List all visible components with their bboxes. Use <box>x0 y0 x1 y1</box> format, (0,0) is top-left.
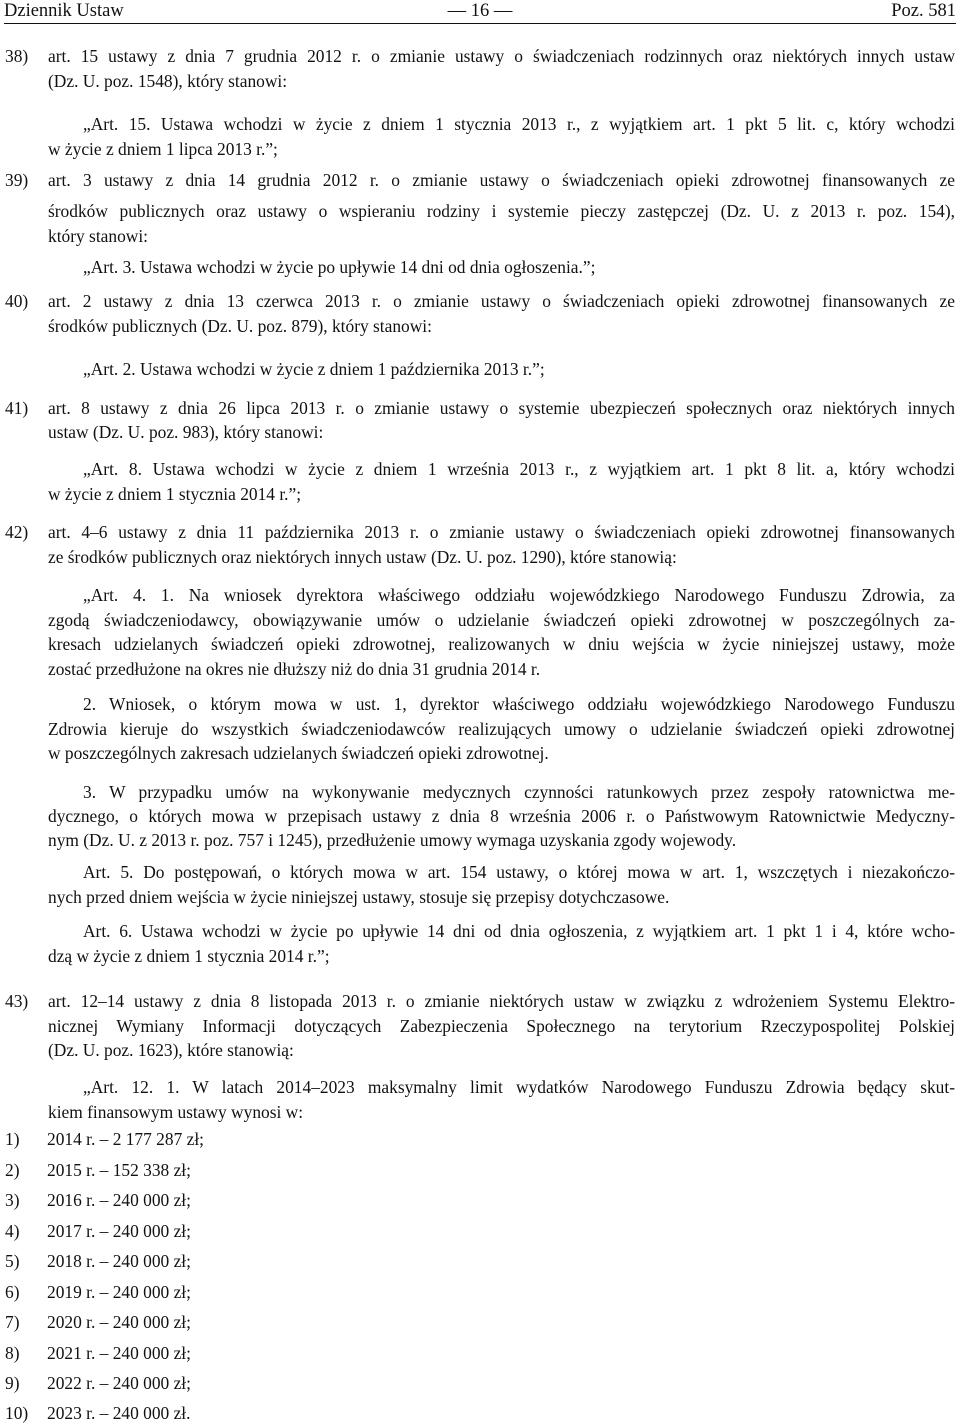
item-text: art. 12–14 ustawy z dnia 8 listopada 2013 r. o zmianie niektórych ustaw w związku z wdrożeniem Systemu Elektro- <box>48 991 955 1011</box>
item-text-line <box>48 989 955 1013</box>
quoted-provision-line <box>48 255 955 279</box>
limit-number: 9) <box>5 1373 20 1393</box>
quoted-provision-text: Zdrowia kieruje do wszystkich świadczeniodawców realizujących umowy o udzielanie świadczeń opieki zdrowotnej <box>48 719 955 739</box>
page-header <box>4 0 956 24</box>
limit-amount: 2019 r. – 240 000 zł; <box>47 1282 191 1302</box>
quoted-provision-line <box>48 885 955 909</box>
quoted-provision-text: w życie z dniem 1 lipca 2013 r.”; <box>48 139 278 159</box>
quoted-provision-line <box>48 944 955 968</box>
item-text-line <box>48 545 955 569</box>
limit-amount: 2021 r. – 240 000 zł; <box>47 1343 191 1363</box>
quoted-provision-line <box>48 137 955 161</box>
quoted-provision-text: Art. 6. Ustawa wchodzi w życie po upływie 14 dni od dnia ogłoszenia, z wyjątkiem art. 1 pkt 1 i 4, które wcho- <box>83 921 955 941</box>
item-number: 39) <box>5 170 29 190</box>
quoted-provision-text: w życie z dniem 1 stycznia 2014 r.”; <box>48 484 302 504</box>
quoted-provision-line <box>48 583 955 607</box>
journal-name: Dziennik Ustaw <box>4 1 124 21</box>
item-number: 42) <box>5 522 29 542</box>
quoted-provision-line <box>48 357 955 381</box>
quoted-provision-line <box>48 1100 955 1124</box>
limit-number: 10) <box>5 1403 29 1423</box>
item-text-line <box>48 168 955 192</box>
limit-amount: 2020 r. – 240 000 zł; <box>47 1312 191 1332</box>
item-text-line <box>48 520 955 544</box>
item-text: art. 2 ustawy z dnia 13 czerwca 2013 r. o zmianie ustawy o świadczeniach opieki zdrowotnej finansowanych ze <box>48 291 955 311</box>
item-text-line <box>48 44 955 68</box>
quoted-provision-line <box>48 457 955 481</box>
item-text: art. 4–6 ustawy z dnia 11 października 2013 r. o zmianie ustawy o świadczeniach opieki zdrowotnej finansowanych <box>48 522 955 542</box>
item-text-line <box>48 224 955 248</box>
quoted-provision-text: „Art. 15. Ustawa wchodzi w życie z dniem 1 stycznia 2013 r., z wyjątkiem art. 1 pkt 5 lit. c, który wchodzi <box>83 114 955 134</box>
quoted-provision-text: zgodą świadczeniodawcy, obowiązywanie umów o udzielanie świadczeń opieki zdrowotnej w poszczególnych za- <box>48 610 955 630</box>
limit-amount: 2018 r. – 240 000 zł; <box>47 1251 191 1271</box>
item-text: (Dz. U. poz. 1548), który stanowi: <box>48 71 288 91</box>
quoted-provision-line <box>48 919 955 943</box>
quoted-provision-text: „Art. 4. 1. Na wniosek dyrektora właściwego oddziału wojewódzkiego Narodowego Funduszu Zdrowia, za <box>83 585 955 605</box>
item-text: art. 15 ustawy z dnia 7 grudnia 2012 r. o zmianie ustawy o świadczeniach rodzinnych oraz niektórych innych ustaw <box>48 46 955 66</box>
quoted-provision-line <box>48 804 955 828</box>
item-number: 40) <box>5 291 29 311</box>
item-text-line <box>48 1014 955 1038</box>
limit-number: 2) <box>5 1160 20 1180</box>
item-text: art. 8 ustawy z dnia 26 lipca 2013 r. o zmianie ustawy o systemie ubezpieczeń społecznych oraz niektórych innych <box>48 398 955 418</box>
item-number: 38) <box>5 46 29 66</box>
item-text-line <box>48 69 955 93</box>
quoted-provision-line <box>48 632 955 656</box>
quoted-provision-text: nym (Dz. U. z 2013 r. poz. 757 i 1245), przedłużenie umowy wymaga uzyskania zgody wojewody. <box>48 830 737 850</box>
item-text: nicznej Wymiany Informacji dotyczących Zabezpieczenia Społecznego na terytorium Rzeczypospolitej Polskiej <box>48 1016 955 1036</box>
limit-number: 1) <box>5 1129 20 1149</box>
quoted-provision-text: 2. Wniosek, o którym mowa w ust. 1, dyrektor właściwego oddziału wojewódzkiego Narodowego Funduszu <box>83 694 955 714</box>
item-text: ustaw (Dz. U. poz. 983), który stanowi: <box>48 422 324 442</box>
item-text-line <box>48 314 955 338</box>
quoted-provision-line <box>48 608 955 632</box>
item-text: art. 3 ustawy z dnia 14 grudnia 2012 r. o zmianie ustawy o świadczeniach opieki zdrowotnej finansowanych ze <box>48 170 955 190</box>
limit-amount: 2023 r. – 240 000 zł. <box>47 1403 191 1423</box>
quoted-provision-text: dzą w życie z dniem 1 stycznia 2014 r.”; <box>48 946 330 966</box>
item-text: który stanowi: <box>48 226 148 246</box>
quoted-provision-text: Art. 5. Do postępowań, o których mowa w art. 154 ustawy, o której mowa w art. 1, wszczętych i niezakończo- <box>83 862 955 882</box>
quoted-provision-line <box>48 1075 955 1099</box>
quoted-provision-text: zostać przedłużone na okres nie dłuższy niż do dnia 31 grudnia 2014 r. <box>48 659 541 679</box>
quoted-provision-text: „Art. 2. Ustawa wchodzi w życie z dniem 1 października 2013 r.”; <box>83 359 545 379</box>
quoted-provision-line <box>48 828 955 852</box>
limit-number: 6) <box>5 1282 20 1302</box>
limit-amount: 2022 r. – 240 000 zł; <box>47 1373 191 1393</box>
item-text-line <box>48 396 955 420</box>
quoted-provision-line <box>48 860 955 884</box>
limit-amount: 2015 r. – 152 338 zł; <box>47 1160 191 1180</box>
limit-amount: 2017 r. – 240 000 zł; <box>47 1221 191 1241</box>
quoted-provision-text: nych przed dniem wejścia w życie niniejszej ustawy, stosuje się przepisy dotychczasowe. <box>48 887 670 907</box>
limit-amount: 2016 r. – 240 000 zł; <box>47 1190 191 1210</box>
item-text-line <box>48 420 955 444</box>
item-text: środków publicznych oraz ustawy o wspieraniu rodziny i systemie pieczy zastępczej (Dz. U. z 2013 r. poz. 154), <box>48 201 955 221</box>
item-text-line <box>48 1038 955 1062</box>
item-text-line <box>48 289 955 313</box>
quoted-provision-line <box>48 482 955 506</box>
quoted-provision-text: „Art. 8. Ustawa wchodzi w życie z dniem 1 września 2013 r., z wyjątkiem art. 1 pkt 8 lit. a, który wchodzi <box>83 459 955 479</box>
item-text: środków publicznych (Dz. U. poz. 879), który stanowi: <box>48 316 432 336</box>
quoted-provision-line <box>48 112 955 136</box>
item-text-line <box>48 199 955 223</box>
quoted-provision-text: w poszczególnych zakresach udzielanych świadczeń opieki zdrowotnej. <box>48 743 549 763</box>
limit-number: 3) <box>5 1190 20 1210</box>
item-text: ze środków publicznych oraz niektórych innych ustaw (Dz. U. poz. 1290), które stanowią: <box>48 547 677 567</box>
quoted-provision-line <box>48 741 955 765</box>
item-number: 43) <box>5 991 29 1011</box>
quoted-provision-text: kresach udzielanych świadczeń opieki zdrowotnej, realizowanych w dniu wejścia w życie niniejszej ustawy, może <box>48 634 955 654</box>
quoted-provision-text: „Art. 12. 1. W latach 2014–2023 maksymalny limit wydatków Narodowego Funduszu Zdrowia będący skut- <box>83 1077 955 1097</box>
quoted-provision-line <box>48 692 955 716</box>
quoted-provision-line <box>48 780 955 804</box>
quoted-provision-text: kiem finansowym ustawy wynosi w: <box>48 1102 304 1122</box>
item-text: (Dz. U. poz. 1623), które stanowią: <box>48 1040 294 1060</box>
limit-number: 4) <box>5 1221 20 1241</box>
limit-number: 7) <box>5 1312 20 1332</box>
quoted-provision-line <box>48 657 955 681</box>
item-number: 41) <box>5 398 29 418</box>
limit-number: 5) <box>5 1251 20 1271</box>
page-number: — 16 — <box>447 1 513 21</box>
limit-amount: 2014 r. – 2 177 287 zł; <box>47 1129 204 1149</box>
limit-number: 8) <box>5 1343 20 1363</box>
quoted-provision-line <box>48 717 955 741</box>
quoted-provision-text: „Art. 3. Ustawa wchodzi w życie po upływie 14 dni od dnia ogłoszenia.”; <box>83 257 596 277</box>
quoted-provision-text: 3. W przypadku umów na wykonywanie medycznych czynności ratunkowych przez zespoły ratownictwa me- <box>83 782 955 802</box>
position-number: Poz. 581 <box>891 1 956 21</box>
quoted-provision-text: dycznego, o których mowa w przepisach ustawy z dnia 8 września 2006 r. o Państwowym Ratownictwie Medyczny- <box>48 806 955 826</box>
